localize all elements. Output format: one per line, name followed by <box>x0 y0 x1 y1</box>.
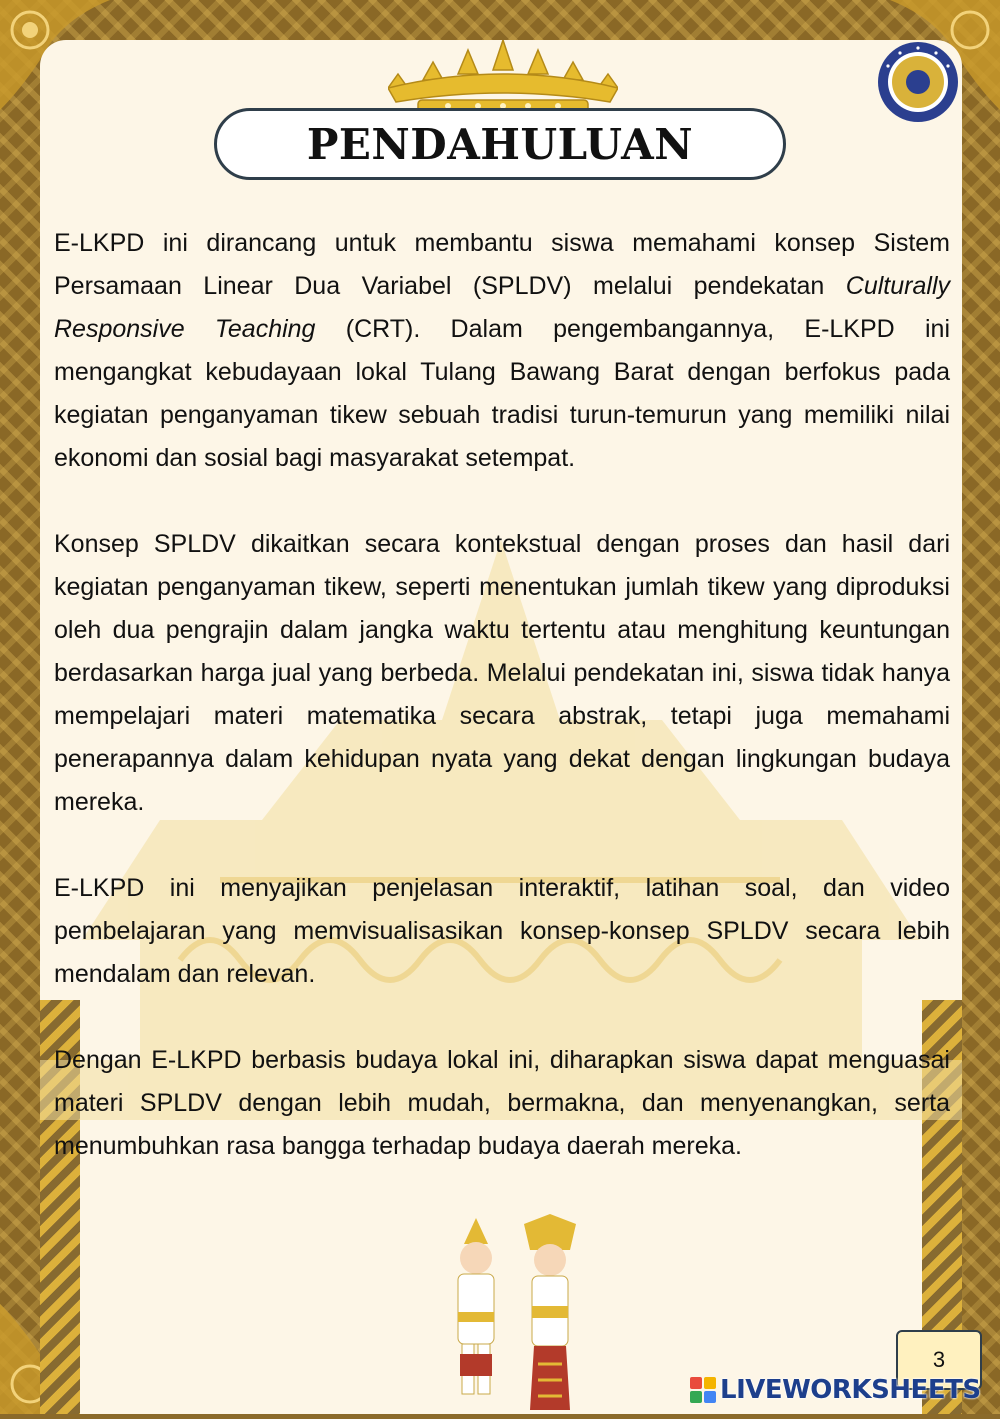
page-title: PENDAHULUAN <box>306 119 694 169</box>
liveworksheets-brand[interactable] <box>690 1372 990 1408</box>
title-banner <box>214 108 786 180</box>
university-seal-icon <box>876 40 960 124</box>
paragraph-3: E-LKPD ini menyajikan penjelasan interaktif, latihan soal, dan video pembelajaran yang memvisualisasikan konsep-konsep SPLDV secara lebih mendalam dan relevan. <box>54 874 950 988</box>
page-number: 3 <box>932 1347 946 1372</box>
siger-crown-icon <box>388 40 618 114</box>
paragraph-1-italic: Culturally Responsive Teaching <box>54 272 950 343</box>
brand-label: LIVEWORKSHEETS <box>720 1375 981 1405</box>
body-text <box>54 222 950 1211</box>
paragraph-1-end: (CRT). Dalam pengembangannya, E-LKPD ini mengangkat kebudayaan lokal Tulang Bawang Barat dengan berfokus pada kegiatan penganyaman tikew sebuah tradisi turun-temurun yang memiliki nilai ekonomi dan sosial bagi masyarakat setempat. <box>54 315 950 472</box>
traditional-couple-illustration <box>438 1214 588 1414</box>
paragraph-1 <box>54 222 950 480</box>
paragraph-4: Dengan E-LKPD berbasis budaya lokal ini, diharapkan siswa dapat menguasai materi SPLDV dengan lebih mudah, bermakna, dan menyenangkan, serta menumbuhkan rasa bangga terhadap budaya daerah mereka. <box>54 1046 950 1160</box>
liveworksheets-logo-icon <box>690 1377 716 1403</box>
paragraph-1-start: E-LKPD ini dirancang untuk membantu siswa memahami konsep Sistem Persamaan Linear Dua Variabel (SPLDV) melalui pendekatan <box>54 229 950 300</box>
paragraph-2: Konsep SPLDV dikaitkan secara kontekstual dengan proses dan hasil dari kegiatan penganyaman tikew, seperti menentukan jumlah tikew yang diproduksi oleh dua pengrajin dalam jangka waktu tertentu atau menghitung keuntungan berdasarkan harga jual yang berbeda. Melalui pendekatan ini, siswa tidak hanya mempelajari materi matematika secara abstrak, tetapi juga memahami penerapannya dalam kehidupan nyata yang dekat dengan lingkungan budaya mereka. <box>54 530 950 816</box>
